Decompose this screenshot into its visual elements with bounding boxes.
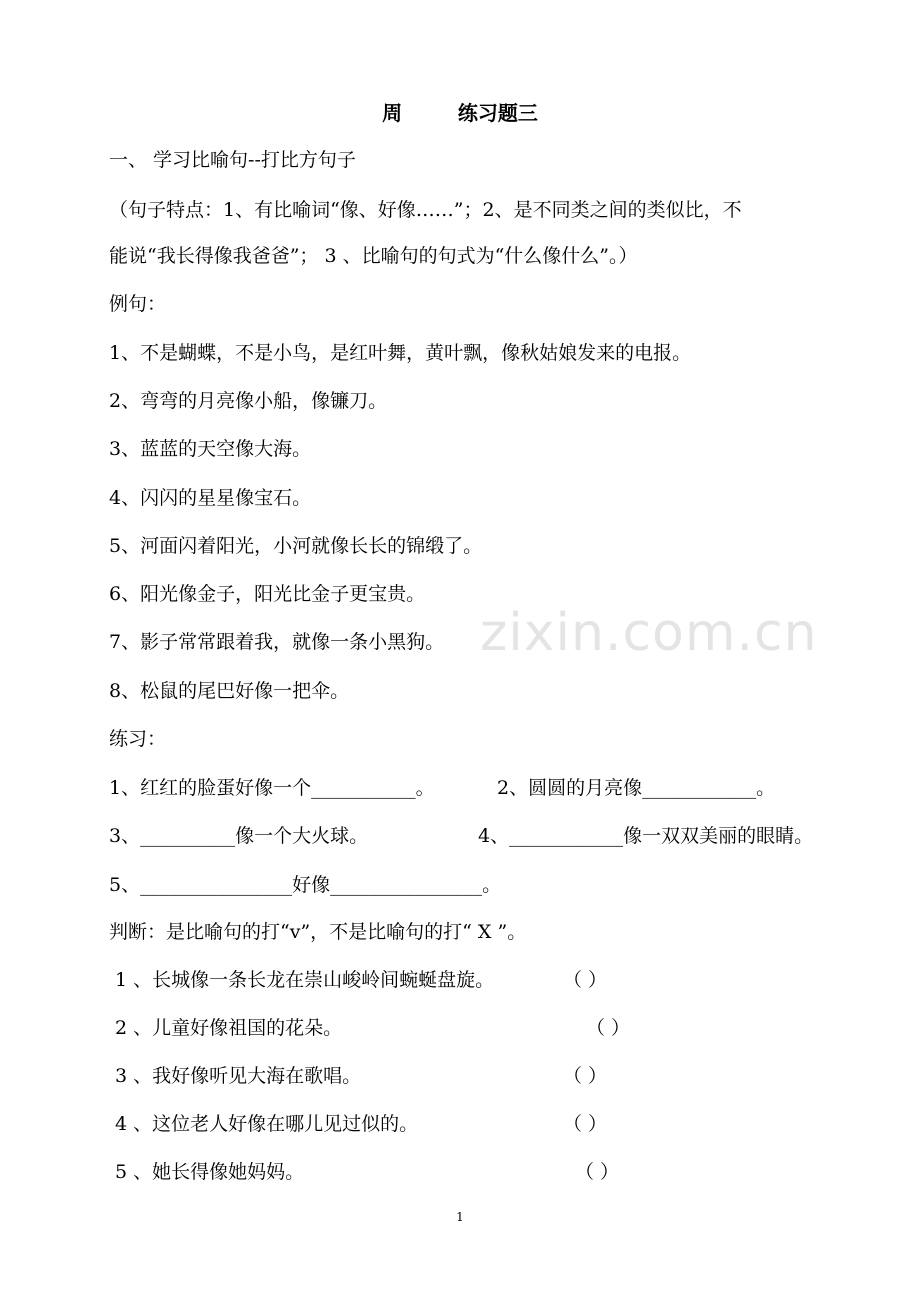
judge-answer-bracket: （ ） (563, 1065, 608, 1087)
features-line-1: （句子特点：1、有比喻词“像、好像……”；2、是不同类之间的类似比，不 (109, 199, 742, 221)
features-line-2: 能说“我长得像我爸爸”； 3 、比喻句的句式为“什么像什么”。） (109, 245, 638, 267)
judge-item: 1 、长城像一条长龙在崇山峻岭间蜿蜒盘旋。 (115, 969, 495, 991)
examples-label: 例句： (109, 293, 167, 315)
judge-answer-bracket: （ ） (586, 1017, 631, 1039)
judge-item: 2 、儿童好像祖国的花朵。 (115, 1017, 343, 1039)
practice-item-5: 5、________________好像________________。 (109, 874, 502, 896)
page-title: 周 练习题三 (382, 101, 538, 125)
practice-item-3: 3、__________像一个大火球。 (109, 825, 369, 847)
judge-item: 4 、这位老人好像在哪儿见过似的。 (115, 1113, 419, 1135)
practice-item-1: 1、红红的脸蛋好像一个___________。 (109, 777, 435, 799)
judge-item: 3 、我好像听见大海在歌唱。 (115, 1065, 362, 1087)
judge-answer-bracket: （ ） (563, 1113, 608, 1135)
judge-item: 5 、她长得像她妈妈。 (115, 1161, 305, 1183)
page-number: 1 (456, 1210, 464, 1224)
example-item: 7、影子常常跟着我，就像一条小黑狗。 (109, 631, 445, 653)
example-item: 1、不是蝴蝶，不是小鸟，是红叶舞，黄叶飘，像秋姑娘发来的电报。 (109, 342, 692, 364)
example-item: 5、河面闪着阳光，小河就像长长的锦缎了。 (109, 535, 483, 557)
section-heading: 一、 学习比喻句--打比方句子 (109, 149, 356, 171)
practice-item-2: 2、圆圆的月亮像____________。 (497, 777, 776, 799)
example-item: 3、蓝蓝的天空像大海。 (109, 438, 312, 460)
judge-answer-bracket: （ ） (563, 969, 608, 991)
example-item: 6、阳光像金子，阳光比金子更宝贵。 (109, 583, 426, 605)
watermark: zixin.com.cn (480, 603, 818, 663)
practice-label: 练习： (109, 728, 167, 750)
example-item: 8、松鼠的尾巴好像一把伞。 (109, 680, 350, 702)
judge-answer-bracket: （ ） (575, 1161, 620, 1183)
practice-item-4: 4、____________像一双双美丽的眼睛。 (478, 825, 814, 847)
judge-instruction: 判断：是比喻句的打“v”，不是比喻句的打“ X ”。 (109, 921, 527, 943)
example-item: 4、闪闪的星星像宝石。 (109, 487, 312, 509)
example-item: 2、弯弯的月亮像小船，像镰刀。 (109, 390, 388, 412)
